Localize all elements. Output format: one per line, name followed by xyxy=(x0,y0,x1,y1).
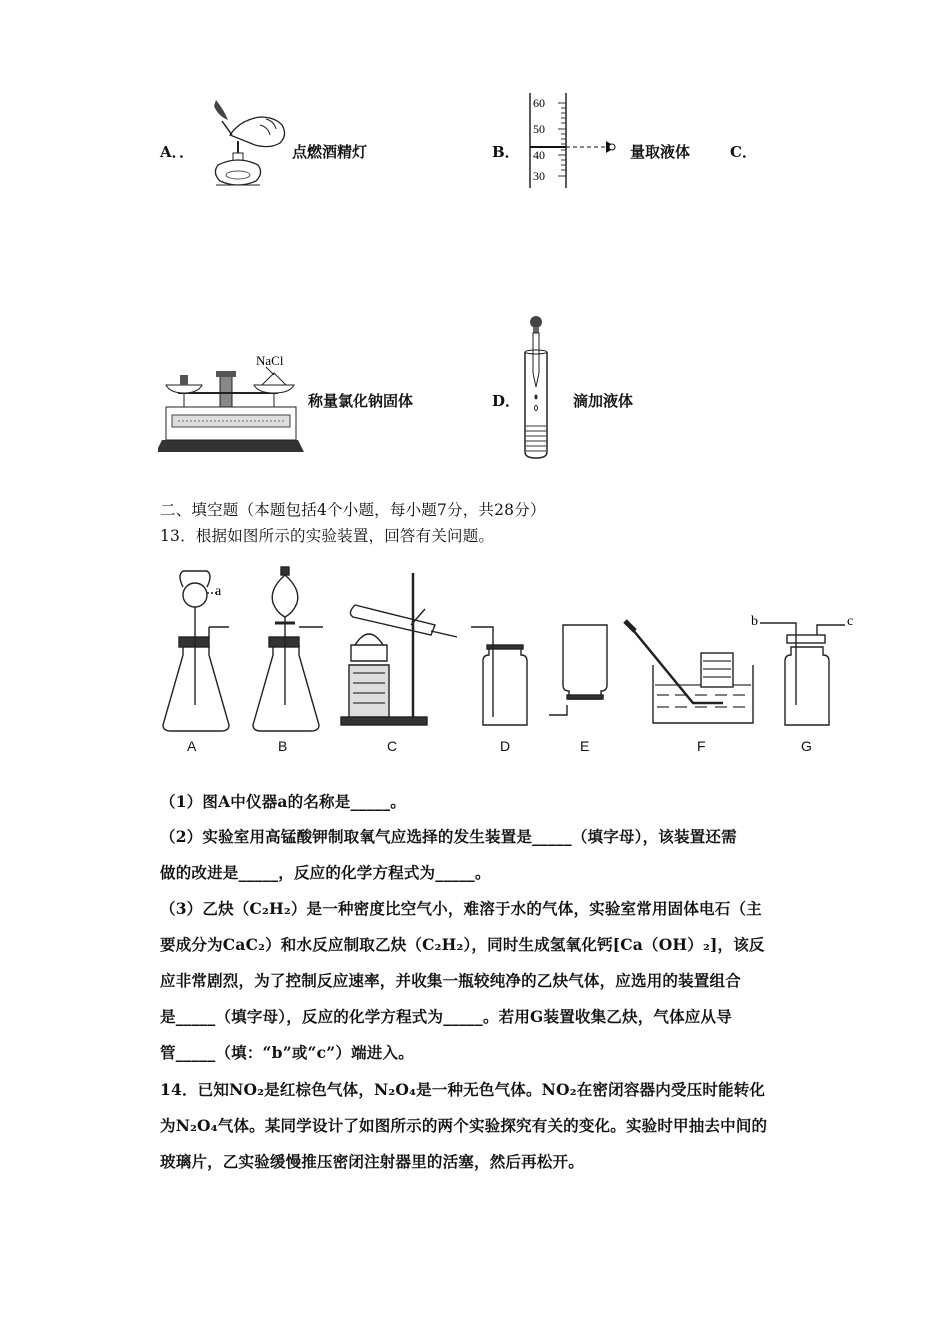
section-heading: 二、填空题（本题包括4个小题，每小题7分，共28分） xyxy=(160,501,546,519)
q14-line: 14．已知NO₂是红棕色气体，N₂O₄是一种无色气体。NO₂在密闭容器内受压时能转化 xyxy=(160,1080,766,1099)
scale-label-60: 60 xyxy=(533,96,545,110)
apparatus-c xyxy=(341,573,457,725)
lab-apparatus-figure xyxy=(155,565,865,735)
dropper-test-tube-illustration xyxy=(515,312,560,462)
q13-line: 管_____（填：“b”或“c”）端进入。 xyxy=(160,1043,414,1062)
apparatus-label-b: B xyxy=(278,738,288,754)
apparatus-b xyxy=(253,567,323,731)
q13-line: （3）乙炔（C₂H₂）是一种密度比空气小，难溶于水的气体，实验室常用固体电石（主 xyxy=(160,899,762,918)
apparatus-label-g: G xyxy=(801,738,812,754)
apparatus-label-c: C xyxy=(387,738,398,754)
alcohol-lamp-lighting-illustration xyxy=(200,95,295,195)
q13-line: （1）图A中仪器a的名称是_____。 xyxy=(160,792,406,811)
scale-label-50: 50 xyxy=(533,122,545,136)
q13-line: 要成分为CaC₂）和水反应制取乙炔（C₂H₂），同时生成氢氧化钙[Ca（OH）₂]，该反 xyxy=(160,935,765,954)
graduated-cylinder-reading-illustration xyxy=(520,88,630,193)
q13-line: （2）实验室用高锰酸钾制取氧气应选择的发生装置是_____（填字母），该装置还需 xyxy=(160,827,737,846)
option-a-letter: A．． xyxy=(160,143,195,161)
option-d-letter: D． xyxy=(492,392,521,410)
q13-line: 做的改进是_____，反应的化学方程式为_____。 xyxy=(160,863,491,882)
apparatus-label-d: D xyxy=(500,738,511,754)
port-b-label: b xyxy=(751,614,758,629)
option-d-caption: 滴加液体 xyxy=(573,392,634,410)
balance-weighing-nacl-illustration xyxy=(158,345,306,460)
apparatus-label-f: F xyxy=(697,738,706,754)
q14-line: 玻璃片，乙实验缓慢推压密闭注射器里的活塞，然后再松开。 xyxy=(160,1152,584,1171)
nacl-label: NaCl xyxy=(256,353,284,368)
option-c-caption: 称量氯化钠固体 xyxy=(308,392,414,410)
scale-label-40: 40 xyxy=(533,148,545,162)
port-c-label: c xyxy=(847,614,854,629)
option-b-letter: B． xyxy=(492,143,520,161)
apparatus-d xyxy=(471,627,527,725)
option-a-caption: 点燃酒精灯 xyxy=(292,143,368,161)
apparatus-label-e: E xyxy=(580,738,590,754)
apparatus-label-a: A xyxy=(187,738,197,754)
option-b-caption: 量取液体 xyxy=(630,143,691,161)
apparatus-f xyxy=(625,621,753,723)
q13-line: 应非常剧烈，为了控制反应速率，并收集一瓶较纯净的乙炔气体，应选用的装置组合 xyxy=(160,971,741,990)
q14-line: 为N₂O₄气体。某同学设计了如图所示的两个实验探究有关的变化。实验时甲抽去中间的 xyxy=(160,1116,768,1135)
option-c-letter: C． xyxy=(730,143,757,161)
part-a-label: a xyxy=(215,584,222,599)
question-13-intro: 13．根据如图所示的实验装置，回答有关问题。 xyxy=(160,527,495,545)
apparatus-e xyxy=(549,625,607,715)
scale-label-30: 30 xyxy=(533,169,545,183)
apparatus-g xyxy=(760,623,845,725)
q13-line: 是_____（填字母），反应的化学方程式为_____。若用G装置收集乙炔，气体应从导 xyxy=(160,1007,732,1026)
